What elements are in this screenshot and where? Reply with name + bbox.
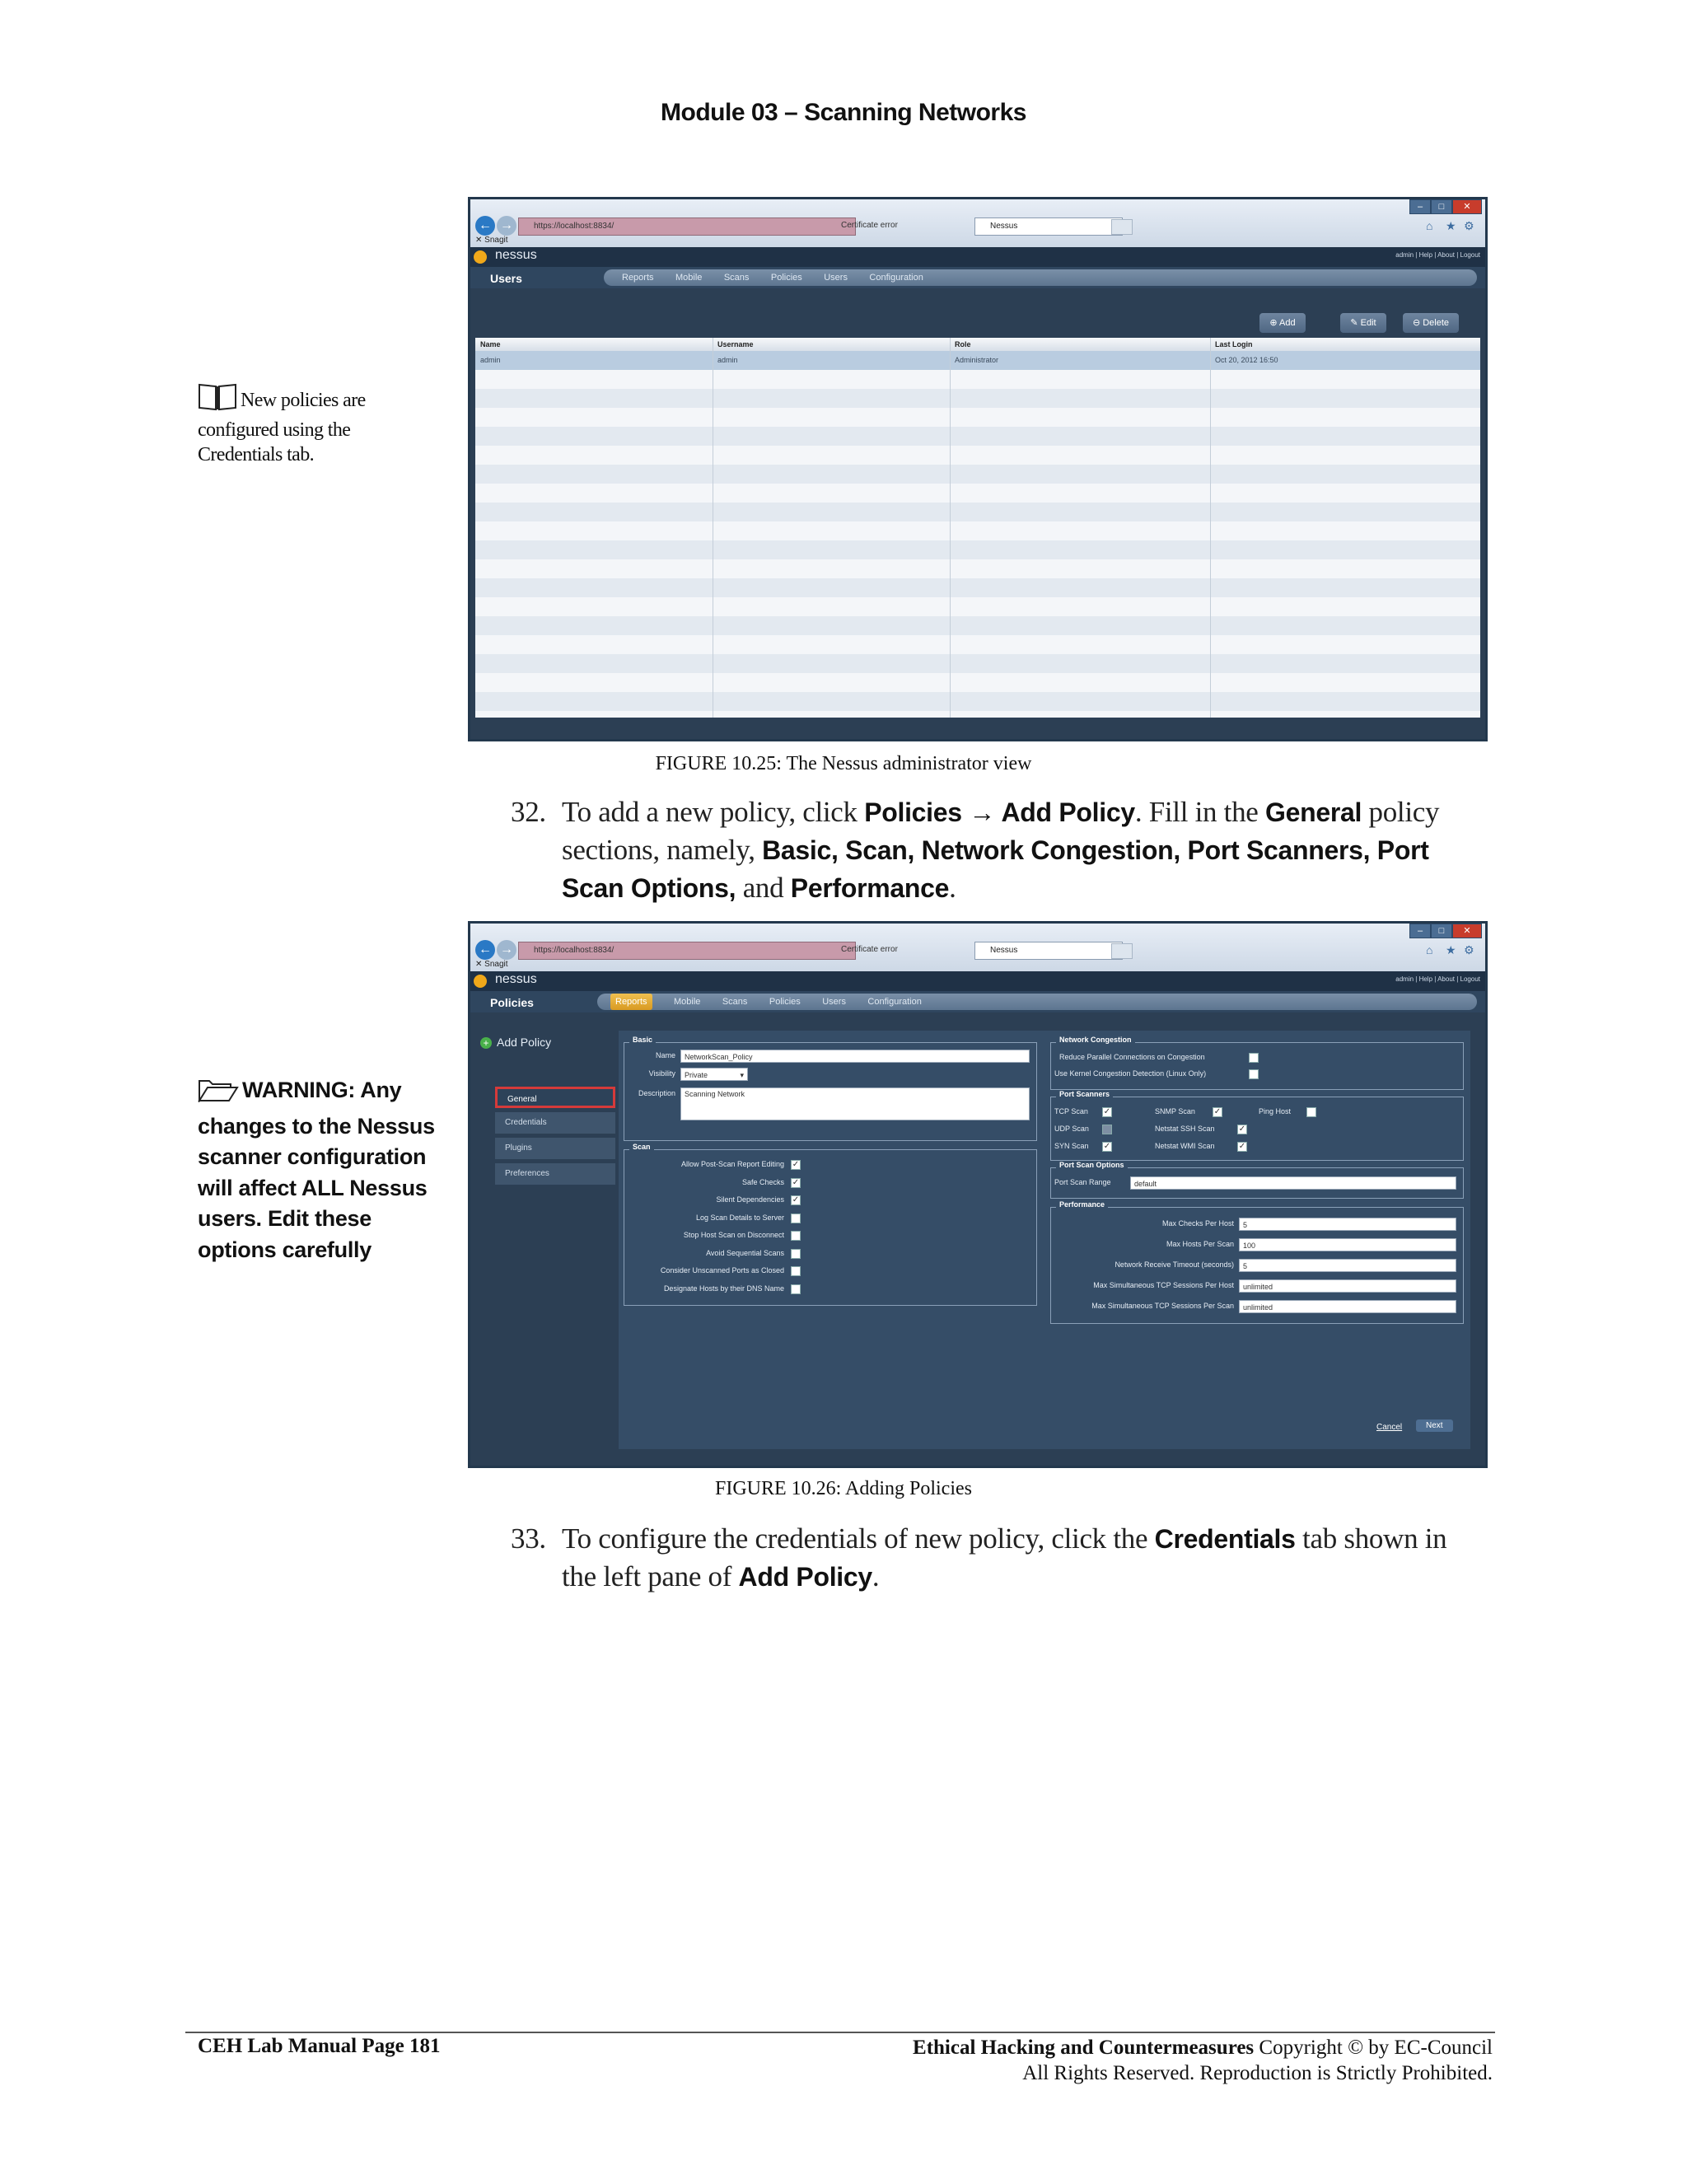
menu-users[interactable]: Users xyxy=(822,997,846,1007)
new-tab-button[interactable] xyxy=(1111,943,1133,959)
nessus-logo-icon xyxy=(474,250,487,264)
forward-icon[interactable]: → xyxy=(497,216,516,236)
ping-host-checkbox[interactable] xyxy=(1306,1107,1316,1117)
nav-general[interactable]: General xyxy=(495,1087,615,1108)
performance-field-label: Max Checks Per Host xyxy=(1161,1219,1234,1228)
menu-scans[interactable]: Scans xyxy=(723,273,750,283)
snmp-scan-checkbox[interactable]: ✓ xyxy=(1213,1107,1222,1116)
performance-field-input[interactable]: 100 xyxy=(1239,1238,1456,1251)
forward-icon[interactable]: → xyxy=(497,940,516,960)
scan-legend: Scan xyxy=(629,1143,654,1151)
nessus-logo: nessus xyxy=(495,972,537,986)
col-username[interactable]: Username xyxy=(717,340,754,348)
tcp-scan-checkbox[interactable]: ✓ xyxy=(1103,1107,1111,1116)
scan-option-checkbox[interactable]: ✓ xyxy=(792,1177,800,1187)
users-table xyxy=(475,338,1480,718)
new-tab-button[interactable] xyxy=(1111,219,1133,235)
step-text: . xyxy=(949,872,956,904)
back-icon[interactable]: ← xyxy=(475,216,495,236)
back-icon[interactable]: ← xyxy=(475,940,495,960)
step-text: policy sections, namely, xyxy=(562,796,1440,866)
netstat-ssh-label: Netstat SSH Scan xyxy=(1155,1125,1215,1133)
top-links[interactable]: admin | Help | About | Logout xyxy=(1395,975,1480,983)
netstat-wmi-label: Netstat WMI Scan xyxy=(1155,1142,1215,1150)
performance-field-input[interactable]: 5 xyxy=(1239,1218,1456,1231)
nessus-app-bar xyxy=(470,971,1485,991)
snmp-scan-label: SNMP Scan xyxy=(1155,1107,1195,1115)
scan-option-checkbox[interactable]: ✓ xyxy=(792,1195,800,1204)
close-icon[interactable]: ✕ xyxy=(1452,199,1482,214)
margin-note-credentials xyxy=(198,381,420,467)
favorites-icon[interactable]: ★ xyxy=(1446,943,1456,956)
policy-form-panel xyxy=(619,1031,1470,1449)
menu-configuration[interactable]: Configuration xyxy=(867,997,922,1007)
scan-section xyxy=(624,1143,1037,1306)
menu-scans[interactable]: Scans xyxy=(722,997,748,1007)
home-icon[interactable]: ⌂ xyxy=(1426,219,1433,232)
browser-tab[interactable] xyxy=(974,217,1123,236)
add-policy-heading xyxy=(480,1036,551,1049)
basic-section xyxy=(624,1036,1037,1141)
warning-note xyxy=(198,1075,437,1265)
performance-section xyxy=(1050,1200,1464,1324)
cell-name: admin xyxy=(480,356,501,364)
scan-option-checkbox[interactable] xyxy=(791,1266,801,1276)
footer-divider xyxy=(185,2032,1495,2033)
udp-scan-checkbox[interactable] xyxy=(1102,1125,1112,1134)
step-text: and xyxy=(736,872,791,904)
book-icon xyxy=(198,381,237,418)
cell-last-login: Oct 20, 2012 16:50 xyxy=(1215,356,1278,364)
nessus-logo: nessus xyxy=(495,248,537,262)
step-32 xyxy=(511,793,1466,907)
menu-policies[interactable]: Policies xyxy=(770,273,802,283)
cancel-button[interactable]: Cancel xyxy=(1376,1423,1403,1432)
nav-bar xyxy=(470,267,1485,288)
cell-role: Administrator xyxy=(955,356,999,364)
visibility-value: Private xyxy=(685,1071,708,1079)
footer-copyright-text: Copyright © by EC-Council xyxy=(1254,2037,1493,2059)
performance-field-input[interactable]: unlimited xyxy=(1239,1300,1456,1313)
delete-button[interactable]: ⊖ Delete xyxy=(1403,313,1459,333)
step-bold: Credentials xyxy=(1154,1524,1296,1554)
close-icon[interactable]: ✕ xyxy=(1452,924,1482,938)
nav-bar xyxy=(470,991,1485,1012)
tab-title: Nessus xyxy=(990,946,1018,955)
tab-title: Nessus xyxy=(990,222,1018,231)
edit-button[interactable]: ✎ Edit xyxy=(1340,313,1386,333)
footer-copyright xyxy=(913,2035,1493,2086)
kernel-congestion-checkbox[interactable] xyxy=(1249,1069,1259,1079)
syn-scan-label: SYN Scan xyxy=(1054,1142,1089,1150)
home-icon[interactable]: ⌂ xyxy=(1426,943,1433,956)
plus-icon: + xyxy=(480,1037,492,1049)
certificate-warning[interactable]: Certificate error xyxy=(841,945,898,954)
step-text: To configure the credentials of new policy, click the xyxy=(562,1522,1155,1555)
menu-reports[interactable]: Reports xyxy=(622,273,654,283)
maximize-icon[interactable]: □ xyxy=(1431,199,1452,214)
port-scanners-section xyxy=(1050,1090,1464,1161)
scan-option-checkbox[interactable] xyxy=(791,1214,801,1223)
scan-option-checkbox[interactable] xyxy=(791,1249,801,1259)
col-last-login[interactable]: Last Login xyxy=(1215,340,1253,348)
chevron-down-icon: ▾ xyxy=(740,1071,744,1079)
address-bar[interactable]: https://localhost:8834/ xyxy=(518,942,856,960)
menu-users[interactable]: Users xyxy=(824,273,848,283)
scan-option-checkbox[interactable]: ✓ xyxy=(792,1160,800,1169)
figure-caption-2: FIGURE 10.26: Adding Policies xyxy=(714,1478,972,1499)
add-policy-label: Add Policy xyxy=(497,1036,552,1049)
syn-scan-checkbox[interactable]: ✓ xyxy=(1103,1142,1111,1151)
performance-legend: Performance xyxy=(1056,1200,1108,1209)
netstat-wmi-checkbox[interactable]: ✓ xyxy=(1238,1142,1246,1151)
warning-text: WARNING: Any changes to the Nessus scanner configuration will affect ALL Nessus users. Edit these options carefully xyxy=(198,1078,435,1262)
kernel-congestion-label: Use Kernel Congestion Detection (Linux Only) xyxy=(1054,1069,1207,1078)
port-scan-options-legend: Port Scan Options xyxy=(1056,1161,1128,1169)
description-label: Description xyxy=(638,1089,675,1097)
scan-option-label: Safe Checks xyxy=(741,1177,784,1186)
step-number: 32. xyxy=(511,796,546,828)
main-menu xyxy=(597,994,1477,1010)
scan-option-label: Stop Host Scan on Disconnect xyxy=(683,1231,784,1239)
udp-scan-label: UDP Scan xyxy=(1054,1125,1089,1133)
network-congestion-section xyxy=(1050,1036,1464,1090)
scan-option-label: Avoid Sequential Scans xyxy=(706,1248,784,1257)
port-scanners-legend: Port Scanners xyxy=(1056,1090,1113,1098)
margin-note-text: New policies are configured using the Credentials tab. xyxy=(198,390,366,465)
browser-tab[interactable] xyxy=(974,942,1123,960)
folder-icon xyxy=(198,1076,239,1111)
step-text: tab shown in the left pane of xyxy=(562,1522,1447,1592)
nessus-app-bar xyxy=(470,247,1485,267)
section-title: Policies xyxy=(490,996,534,1009)
address-bar[interactable]: https://localhost:8834/ xyxy=(518,217,856,236)
table-header xyxy=(475,338,1480,351)
port-scan-range-input[interactable]: default xyxy=(1130,1176,1456,1190)
tcp-scan-label: TCP Scan xyxy=(1054,1107,1088,1115)
scan-option-checkbox[interactable] xyxy=(791,1231,801,1241)
description-input[interactable]: Scanning Network xyxy=(680,1087,1030,1120)
scan-option-checkbox[interactable] xyxy=(791,1284,801,1294)
scan-option-label: Designate Hosts by their DNS Name xyxy=(663,1284,784,1293)
figure-nessus-users-screenshot xyxy=(468,197,1488,741)
menu-policies[interactable]: Policies xyxy=(769,997,801,1007)
table-row[interactable] xyxy=(475,351,1480,370)
nessus-logo-icon xyxy=(474,975,487,988)
nav-preferences[interactable]: Preferences xyxy=(495,1163,615,1185)
top-links[interactable]: admin | Help | About | Logout xyxy=(1395,251,1480,259)
scan-option-label: Log Scan Details to Server xyxy=(695,1213,784,1222)
performance-field-label: Max Simultaneous TCP Sessions Per Host xyxy=(1093,1281,1234,1289)
menu-configuration[interactable]: Configuration xyxy=(869,273,923,283)
step-bold: General xyxy=(1264,797,1362,827)
minimize-icon[interactable]: – xyxy=(1409,199,1431,214)
step-text: . Fill in the xyxy=(1134,796,1265,828)
menu-mobile[interactable]: Mobile xyxy=(675,273,703,283)
favorites-bar: ✕ Snagit xyxy=(475,960,508,969)
menu-reports[interactable]: Reports xyxy=(610,994,652,1010)
port-scan-range-label: Port Scan Range xyxy=(1054,1178,1111,1186)
step-text: . xyxy=(872,1560,880,1592)
figure-caption-1: FIGURE 10.25: The Nessus administrator view xyxy=(655,753,1032,774)
visibility-select[interactable] xyxy=(680,1068,748,1081)
nav-credentials[interactable]: Credentials xyxy=(495,1112,615,1134)
reduce-parallel-checkbox[interactable] xyxy=(1249,1053,1259,1063)
browser-chrome xyxy=(470,924,1485,971)
scan-option-label: Silent Dependencies xyxy=(716,1195,784,1204)
basic-legend: Basic xyxy=(629,1036,656,1044)
performance-field-label: Network Receive Timeout (seconds) xyxy=(1115,1260,1234,1269)
performance-field-input[interactable]: unlimited xyxy=(1239,1279,1456,1293)
step-text: To add a new policy, click xyxy=(562,796,865,828)
certificate-warning[interactable]: Certificate error xyxy=(841,221,898,230)
name-input[interactable]: NetworkScan_Policy xyxy=(680,1050,1030,1063)
next-button[interactable]: Next xyxy=(1416,1419,1453,1432)
congestion-legend: Network Congestion xyxy=(1056,1036,1135,1044)
step-bold: Basic, Scan, Network Congestion, Port Scanners, Port Scan Options, xyxy=(562,835,1429,903)
settings-icon[interactable]: ⚙ xyxy=(1464,219,1474,232)
footer-rights: All Rights Reserved. Reproduction is Strictly Prohibited. xyxy=(1022,2062,1493,2084)
scan-option-label: Allow Post-Scan Report Editing xyxy=(680,1160,784,1168)
netstat-ssh-checkbox[interactable]: ✓ xyxy=(1238,1125,1246,1134)
footer-book-title: Ethical Hacking and Countermeasures xyxy=(913,2037,1255,2059)
edit-label: Edit xyxy=(1360,318,1376,328)
step-33 xyxy=(511,1520,1466,1596)
section-title: Users xyxy=(490,272,522,285)
step-bold: Performance xyxy=(790,873,950,903)
col-role[interactable]: Role xyxy=(955,340,971,348)
main-menu xyxy=(604,269,1477,286)
step-bold: Policies → Add Policy xyxy=(864,797,1135,827)
step-bold: Add Policy xyxy=(738,1562,872,1592)
footer-page-label: CEH Lab Manual Page 181 xyxy=(198,2035,441,2057)
step-number: 33. xyxy=(511,1522,546,1555)
port-scan-options-section xyxy=(1050,1161,1464,1199)
maximize-icon[interactable]: □ xyxy=(1431,924,1452,938)
delete-label: Delete xyxy=(1423,318,1450,328)
menu-mobile[interactable]: Mobile xyxy=(673,997,701,1007)
figure-add-policy-screenshot xyxy=(468,921,1488,1468)
fav-snagit[interactable]: Snagit xyxy=(484,960,508,969)
nav-plugins[interactable]: Plugins xyxy=(495,1138,615,1159)
col-name[interactable]: Name xyxy=(480,340,501,348)
add-label: Add xyxy=(1279,318,1296,328)
name-label: Name xyxy=(655,1051,675,1059)
add-button[interactable]: ⊕ Add xyxy=(1259,313,1306,333)
reduce-parallel-label: Reduce Parallel Connections on Congestion xyxy=(1059,1053,1205,1061)
module-title: Module 03 – Scanning Networks xyxy=(661,99,1026,126)
settings-icon[interactable]: ⚙ xyxy=(1464,943,1474,956)
scan-option-label: Consider Unscanned Ports as Closed xyxy=(660,1266,784,1274)
favorites-icon[interactable]: ★ xyxy=(1446,219,1456,232)
favorites-bar: ✕ Snagit xyxy=(475,236,508,245)
fav-snagit[interactable]: Snagit xyxy=(484,236,508,245)
performance-field-label: Max Simultaneous TCP Sessions Per Scan xyxy=(1091,1302,1234,1310)
minimize-icon[interactable]: – xyxy=(1409,924,1431,938)
performance-field-label: Max Hosts Per Scan xyxy=(1166,1240,1234,1248)
ping-host-label: Ping Host xyxy=(1259,1107,1292,1115)
cell-username: admin xyxy=(717,356,738,364)
performance-field-input[interactable]: 5 xyxy=(1239,1259,1456,1272)
browser-chrome xyxy=(470,199,1485,247)
visibility-label: Visibility xyxy=(648,1069,675,1078)
